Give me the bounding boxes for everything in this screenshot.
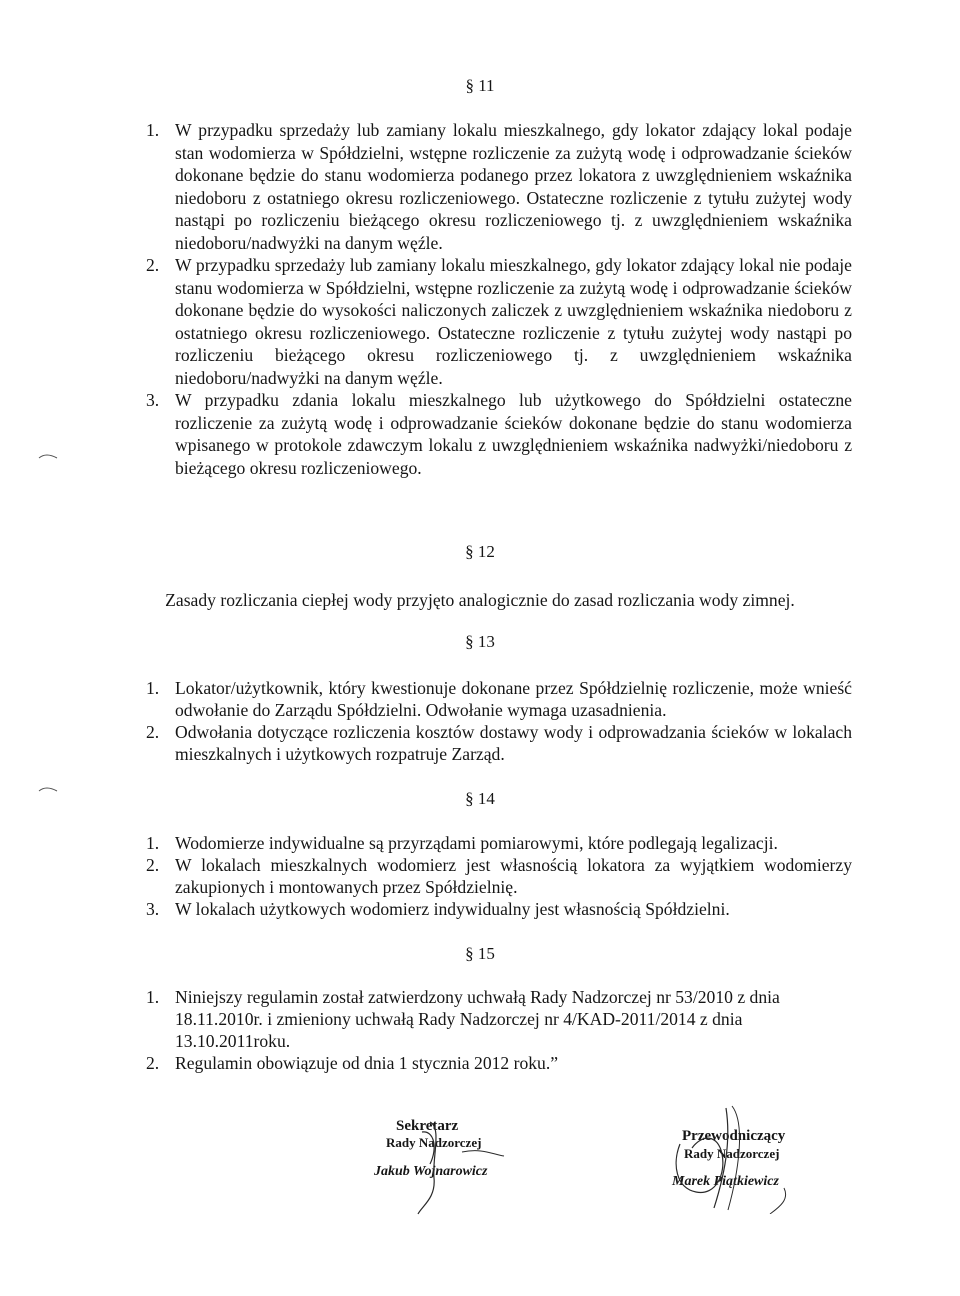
section-12-title: § 12 <box>465 542 495 561</box>
item-text: Niniejszy regulamin został zatwierdzony uchwałą Rady Nadzorczej nr 53/2010 z dnia 18.11.2010r. i zmieniony uchwałą Rady Nadzorczej nr 4/KAD-2011/2014 z dnia 13.10.2011roku. <box>175 987 780 1051</box>
list-item <box>146 119 852 254</box>
item-text: W lokalach mieszkalnych wodomierz jest własnością lokatora za wyjątkiem wodomierzy zakupionych i montowanych przez Spółdzielnię. <box>175 855 852 897</box>
item-number: 2. <box>146 855 160 875</box>
item-text: W przypadku zdania lokalu mieszkalnego lub użytkowego do Spółdzielni ostateczne rozliczenie za zużytą wodę i odprowadzanie ścieków dokonane będzie do stanu wodomierza wpisanego w protokole zdawczym lokalu z uwzględnieniem wskaźnika nadwyżki/niedoboru z bieżącego okresu rozliczeniowego. <box>175 390 852 478</box>
item-text: W lokalach użytkowych wodomierz indywidualny jest własnością Spółdzielni. <box>175 899 730 919</box>
list-item <box>146 721 852 765</box>
secretary-stamp <box>372 1118 542 1218</box>
list-item <box>146 832 852 854</box>
signature-scribble <box>666 1104 856 1214</box>
item-number: 3. <box>146 390 160 410</box>
section-12-text: Zasady rozliczania ciepłej wody przyjęto analogicznie do zasad rozliczania wody zimnej. <box>165 590 795 610</box>
list-item <box>146 854 852 898</box>
section-13-list <box>146 677 852 765</box>
section-11-list <box>146 119 852 479</box>
list-item <box>146 986 836 1052</box>
item-number: 2. <box>146 722 160 742</box>
list-item <box>146 1052 836 1074</box>
stamp-line: Jakub Wojnarowicz <box>374 1164 488 1179</box>
margin-mark <box>38 452 58 460</box>
stamp-line: Sekretarz <box>396 1118 459 1134</box>
item-number: 2. <box>146 255 160 275</box>
item-text: Odwołania dotyczące rozliczenia kosztów dostawy wody i odprowadzania ścieków w lokalach mieszkalnych i użytkowych rozpatruje Zarząd. <box>175 722 852 764</box>
section-13-title: § 13 <box>465 632 495 651</box>
section-14-title: § 14 <box>465 789 495 808</box>
list-item <box>146 389 852 479</box>
item-text: Regulamin obowiązuje od dnia 1 stycznia 2012 roku.” <box>175 1053 559 1073</box>
stamp-line: Marek Piątkiewicz <box>672 1174 779 1189</box>
list-item <box>146 898 852 920</box>
signature-scribble <box>372 1118 542 1218</box>
item-text: W przypadku sprzedaży lub zamiany lokalu mieszkalnego, gdy lokator zdający lokal podaje stan wodomierza w Spółdzielni, wstępne rozliczenie za zużytą wodę i odprowadzanie ścieków dokonane będzie do stanu wodomierza podanego przez lokatora z uwzględnieniem wskaźnika niedoboru z ostatniego okresu rozliczeniowego. Ostateczne rozliczenie z tytułu zużytej wody nastąpi po rozliczeniu bieżącego okresu rozliczeniowego tj. z uwzględnieniem wskaźnika niedoboru/nadwyżki na danym węźle. <box>175 120 852 253</box>
item-number: 1. <box>146 120 160 140</box>
item-text: Lokator/użytkownik, który kwestionuje dokonane przez Spółdzielnię rozliczenie, może wnieść odwołanie do Zarządu Spółdzielni. Odwołanie wymaga uzasadnienia. <box>175 678 852 720</box>
list-item <box>146 677 852 721</box>
section-11-title: § 11 <box>465 76 495 95</box>
section-14-list <box>146 832 852 920</box>
stamp-line: Rady Nadzorczej <box>684 1146 780 1161</box>
stamp-line: Rady Nadzorczej <box>386 1135 482 1150</box>
section-15-title: § 15 <box>465 944 495 963</box>
item-number: 1. <box>146 833 160 853</box>
list-item <box>146 254 852 389</box>
item-text: W przypadku sprzedaży lub zamiany lokalu mieszkalnego, gdy lokator zdający lokal nie podaje stanu wodomierza w Spółdzielni, wstępne rozliczenie za zużytą wodę i odprowadzanie ścieków dokonane będzie do wysokości naliczonych zaliczek z uwzględnieniem wskaźnika niedoboru z ostatniego okresu rozliczeniowego. Ostateczne rozliczenie z tytułu zużytej wody nastąpi po rozliczeniu bieżącego okresu rozliczeniowego tj. z uwzględnieniem wskaźnika niedoboru/nadwyżki na danym węźle. <box>175 255 852 388</box>
chairman-stamp <box>666 1104 856 1214</box>
item-number: 1. <box>146 987 160 1007</box>
item-number: 1. <box>146 678 160 698</box>
margin-mark <box>38 785 58 793</box>
stamp-line: Przewodniczący <box>682 1128 786 1144</box>
item-number: 2. <box>146 1053 160 1073</box>
item-text: Wodomierze indywidualne są przyrządami pomiarowymi, które podlegają legalizacji. <box>175 833 778 853</box>
item-number: 3. <box>146 899 160 919</box>
section-15-list <box>146 986 836 1074</box>
